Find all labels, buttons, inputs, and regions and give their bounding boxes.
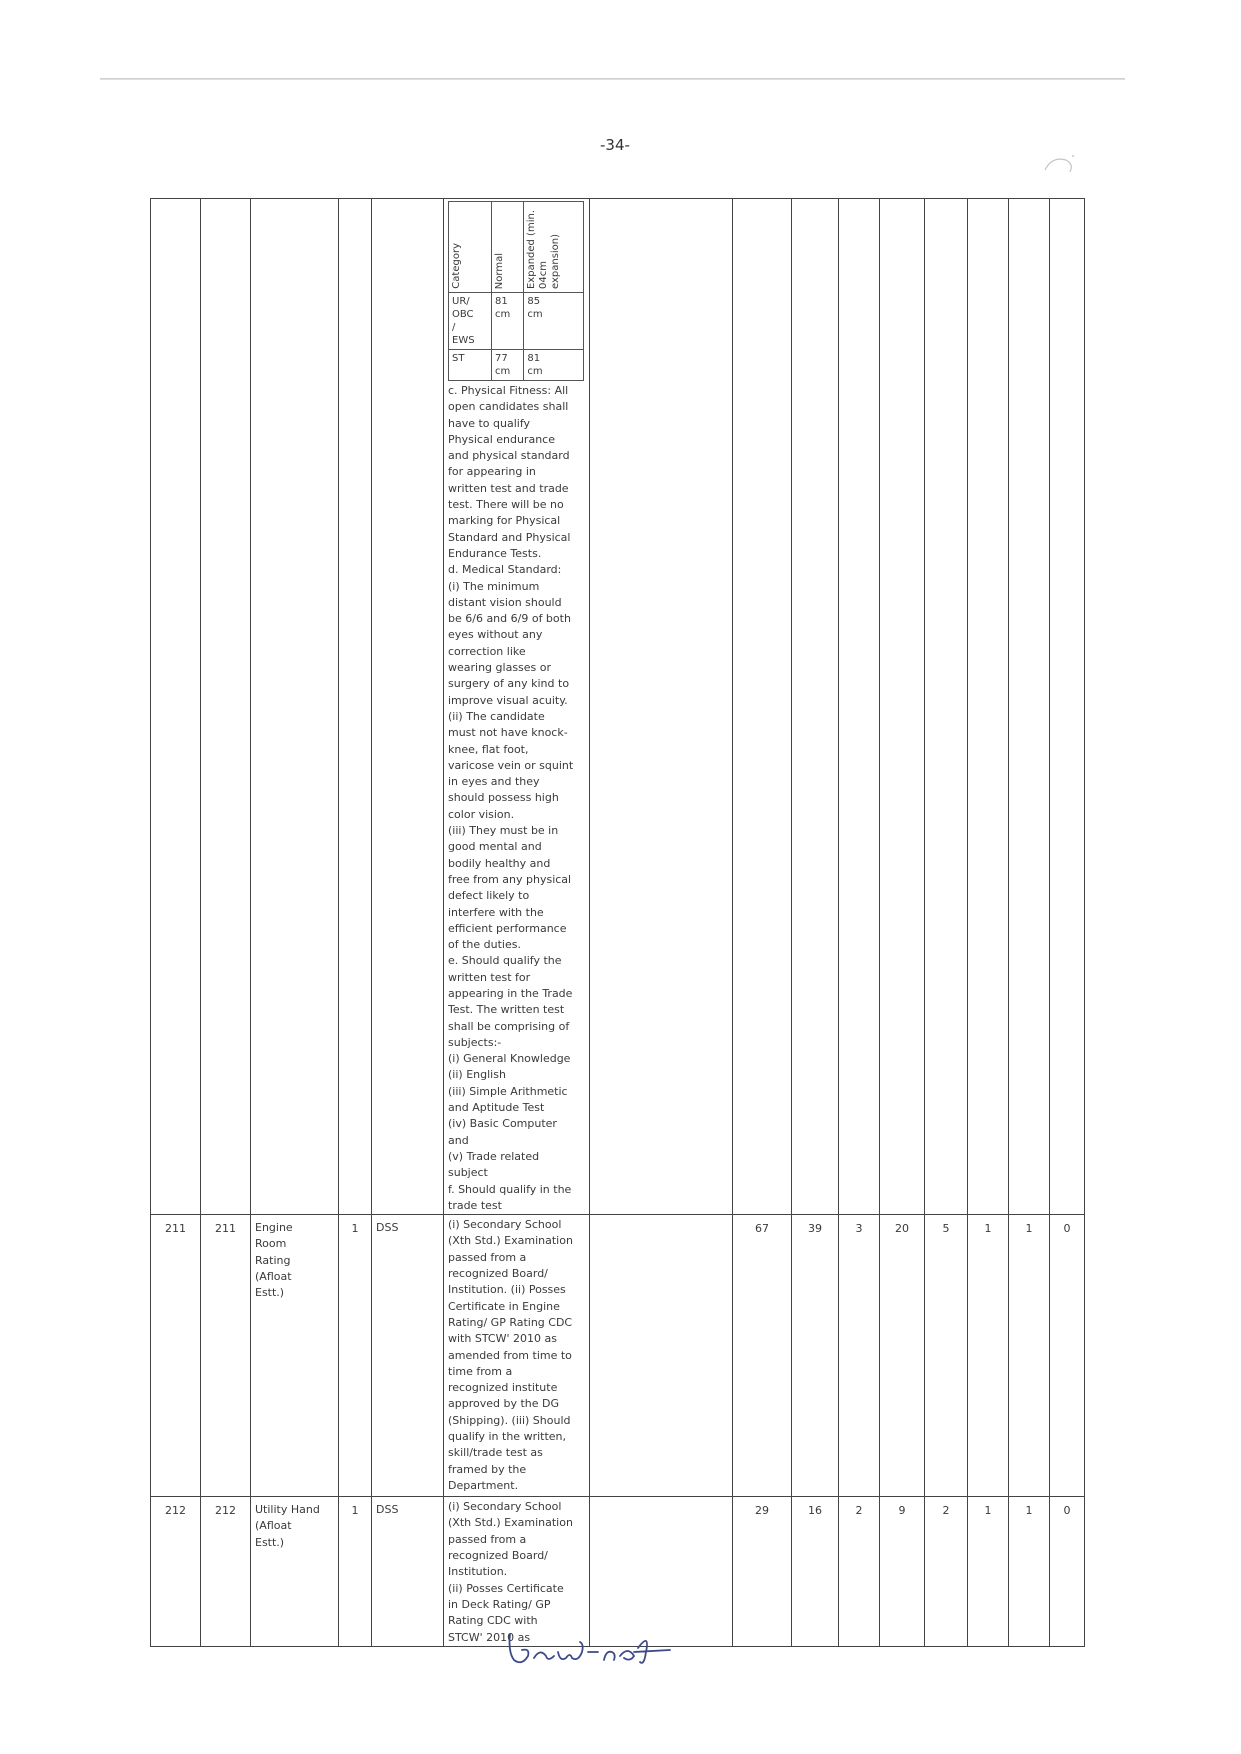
recruitment-table <box>150 198 1085 1647</box>
vacancy-total: 67 <box>733 1215 792 1497</box>
header-category: Category <box>451 243 462 289</box>
handwritten-signature <box>500 1622 690 1672</box>
continuation-row <box>151 199 1085 1215</box>
vacancy-value: 1 <box>968 1215 1009 1497</box>
vacancy-value: 0 <box>1050 1497 1085 1647</box>
mini-table-row <box>449 293 584 350</box>
post-group: 1 <box>339 1215 372 1497</box>
page-number: -34- <box>600 136 630 154</box>
serial-number: 211 <box>151 1215 201 1497</box>
post-name: Engine Room Rating (Afloat Estt.) <box>251 1215 339 1497</box>
qualification-text: (i) Secondary School (Xth Std.) Examination passed from a recognized Board/ Institution. (ii) Posses Certificate in Deck Rating/ GP Rating CDC with STCW' 2010 as <box>448 1500 573 1644</box>
post-code: 212 <box>201 1497 251 1647</box>
vacancy-value: 1 <box>1009 1215 1050 1497</box>
expanded-cell: 81 cm <box>524 350 584 381</box>
vacancy-value: 20 <box>880 1215 925 1497</box>
vacancy-value: 1 <box>968 1497 1009 1647</box>
category-cell: ST <box>449 350 492 381</box>
expanded-cell: 85 cm <box>524 293 584 350</box>
mini-table-row <box>449 350 584 381</box>
vacancy-value: 39 <box>792 1215 839 1497</box>
scan-smudge-icon <box>1040 150 1080 180</box>
qualification-text: c. Physical Fitness: All open candidates shall have to qualify Physical endurance and physical standard for appearing in written test and trade test. There will be no marking for Physical Standard and Physical Endurance Tests. d. Medical Standard: (i) The minimum distant vision should be 6/6 and 6/9 of both eyes without any correction like wearing glasses or surgery of any kind to improve visual acuity. (ii) The candidate must not have knock- knee, flat foot, varicose vein or squint in eyes and they should possess high color vision. (iii) They must be in good mental and bodily healthy and free from any physical defect likely to interfere with the efficient performance of the duties. e. Should qualify the written test for appearing in the Trade Test. The written test shall be comprising of subjects:- (i) General Knowledge (ii) English (iii) Simple Arithmetic and Aptitude Test (iv) Basic Computer and (v) Trade related subject f. Should qualify in the trade test <box>448 384 574 1212</box>
chest-measurement-table <box>448 201 584 381</box>
vacancy-value: 5 <box>925 1215 968 1497</box>
vacancy-value: 1 <box>1009 1497 1050 1647</box>
vacancy-value: 0 <box>1050 1215 1085 1497</box>
vacancy-value: 3 <box>839 1215 880 1497</box>
vacancy-value: 2 <box>925 1497 968 1647</box>
vacancy-total: 29 <box>733 1497 792 1647</box>
post-code: 211 <box>201 1215 251 1497</box>
continuation-qualification <box>444 199 590 1215</box>
top-rule <box>100 78 1125 80</box>
post-group: 1 <box>339 1497 372 1647</box>
table-row <box>151 1215 1085 1497</box>
vacancy-value: 9 <box>880 1497 925 1647</box>
vacancy-value: 16 <box>792 1497 839 1647</box>
normal-cell: 81 cm <box>492 293 524 350</box>
department: DSS <box>372 1497 444 1647</box>
normal-cell: 77 cm <box>492 350 524 381</box>
department: DSS <box>372 1215 444 1497</box>
vacancy-value: 2 <box>839 1497 880 1647</box>
category-cell: UR/ OBC / EWS <box>449 293 492 350</box>
header-normal: Normal <box>494 252 505 289</box>
serial-number: 212 <box>151 1497 201 1647</box>
header-expanded: Expanded (min. 04cm expansion) <box>526 209 562 289</box>
post-name: Utility Hand (Afloat Estt.) <box>251 1497 339 1647</box>
mini-table-header <box>449 202 584 293</box>
qualification-text: (i) Secondary School (Xth Std.) Examination passed from a recognized Board/ Institution. (ii) Posses Certificate in Engine Rating/ GP Rating CDC with STCW' 2010 as amended from time to time from a recognized institute approved by the DG (Shipping). (iii) Should qualify in the written, skill/trade test as framed by the Department. <box>448 1218 573 1492</box>
